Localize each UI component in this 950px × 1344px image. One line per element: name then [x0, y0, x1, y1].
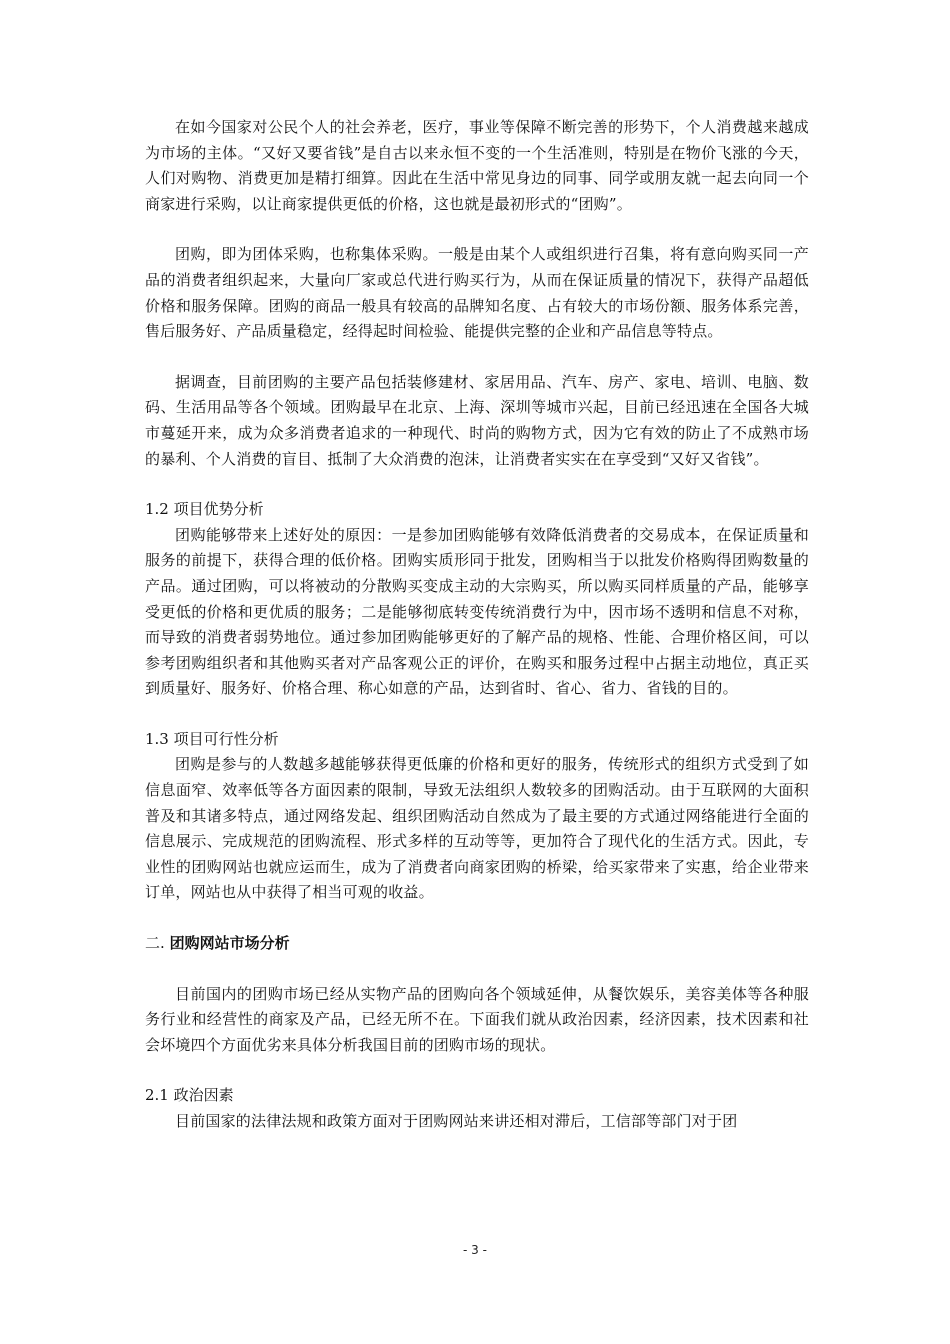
- intro-paragraph-3: 据调查，目前团购的主要产品包括装修建材、家居用品、汽车、房产、家电、培训、电脑、数码、生活用品等各个领域。团购最早在北京、上海、深圳等城市兴起，目前已经迅速在全国各大城市蔓延开来，成为众多消费者追求的一种现代、时尚的购物方式，因为它有效的防止了不成熟市场的暴利、个人消费的盲目、抵制了大众消费的泡沫，让消费者实实在在享受到“又好又省钱”。: [145, 372, 809, 468]
- chapter-heading-2: [145, 931, 809, 957]
- section-heading-1-2: 1.2 项目优势分析: [145, 500, 264, 519]
- spacer: [145, 702, 809, 727]
- section-1-3-paragraph: 团购是参与的人数越多越能够获得更低廉的价格和更好的服务，传统形式的组织方式受到了如信息面窄、效率低等各方面因素的限制，导致无法组织人数较多的团购活动。由于互联网的大面积普及和其诸多特点，通过网络发起、组织团购活动自然成为了最主要的方式通过网络能进行全面的信息展示、完成规范的团购流程、形式多样的互动等等，更加符合了现代化的生活方式。因此，专业性的团购网站也就应运而生，成为了消费者向商家团购的桥梁，给买家带来了实惠，给企业带来订单，网站也从中获得了相当可观的收益。: [145, 755, 809, 902]
- section-2-1-paragraph: 目前国家的法律法规和政策方面对于团购网站来讲还相对滞后，工信部等部门对于团: [175, 1112, 738, 1130]
- page-number: - 3 -: [463, 1243, 487, 1257]
- spacer: [145, 472, 809, 497]
- document-page: [145, 115, 809, 1135]
- spacer: [145, 957, 809, 982]
- spacer: [145, 906, 809, 931]
- spacer: [145, 1058, 809, 1083]
- section-1-2-paragraph: 团购能够带来上述好处的原因：一是参加团购能够有效降低消费者的交易成本，在保证质量和服务的前提下，获得合理的低价格。团购实质形同于批发，团购相当于以批发价格购得团购数量的产品。通过团购，可以将被动的分散购买变成主动的大宗购买，所以购买同样质量的产品，能够享受更低的价格和更优质的服务；二是能够彻底转变传统消费行为中，因市场不透明和信息不对称，而导致的消费者弱势地位。通过参加团购能够更好的了解产品的规格、性能、合理价格区间，可以参考团购组织者和其他购买者对产品客观公正的评价，在购买和服务过程中占据主动地位，真正买到质量好、服务好、价格合理、称心如意的产品，达到省时、省心、省力、省钱的目的。: [145, 525, 809, 698]
- chapter-number: 二.: [145, 934, 165, 953]
- section-heading-2-1: 2.1 政治因素: [145, 1086, 234, 1105]
- section-heading-1-3: 1.3 项目可行性分析: [145, 729, 279, 748]
- chapter-2-paragraph: 目前国内的团购市场已经从实物产品的团购向各个领域延伸，从餐饮娱乐，美容美体等各种服务行业和经营性的商家及产品，已经无所不在。下面我们就从政治因素，经济因素，技术因素和社会坏境四个方面优劣来具体分析我国目前的团购市场的现状。: [145, 984, 809, 1054]
- spacer: [145, 217, 809, 242]
- spacer: [145, 345, 809, 370]
- chapter-title: 团购网站市场分析: [169, 934, 290, 953]
- intro-paragraph-2: 团购，即为团体采购，也称集体采购。一般是由某个人或组织进行召集，将有意向购买同一产品的消费者组织起来，大量向厂家或总代进行购买行为，从而在保证质量的情况下，获得产品超低价格和服务保障。团购的商品一般具有较高的品牌知名度、占有较大的市场份额、服务体系完善，售后服务好、产品质量稳定，经得起时间检验、能提供完整的企业和产品信息等特点。: [145, 245, 809, 341]
- intro-paragraph-1: 在如今国家对公民个人的社会养老，医疗，事业等保障不断完善的形势下，个人消费越来越成为市场的主体。“又好又要省钱”是自古以来永恒不变的一个生活准则，特别是在物价飞涨的今天，人们对购物、消费更加是精打细算。因此在生活中常见身边的同事、同学或朋友就一起去向同一个商家进行采购，以让商家提供更低的价格，这也就是最初形式的“团购”。: [145, 118, 809, 213]
